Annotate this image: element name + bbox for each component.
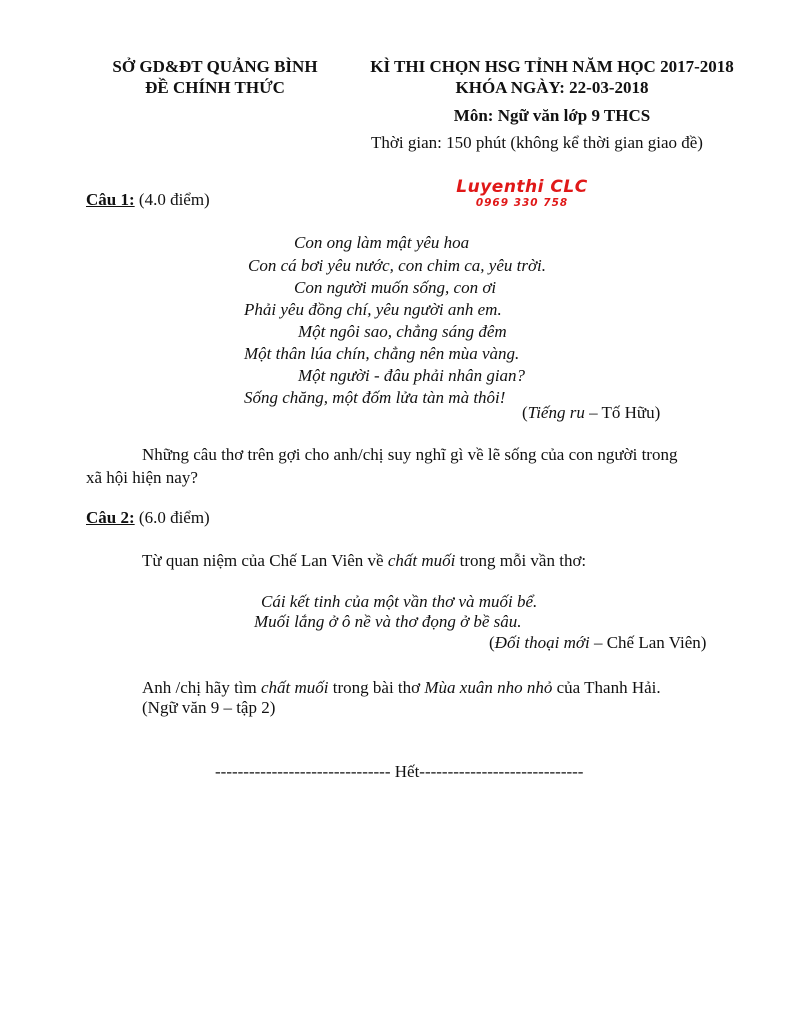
quote-source-work: Đối thoại mới bbox=[494, 633, 590, 652]
question2-task-line2: (Ngữ văn 9 – tập 2) bbox=[142, 698, 276, 717]
exam-subject: Môn: Ngữ văn lớp 9 THCS bbox=[453, 106, 651, 125]
quote-line: Muối lắng ở ô nề và thơ đọng ở bề sâu. bbox=[254, 612, 522, 631]
task-text-c: của Thanh Hải. bbox=[552, 678, 661, 697]
exam-title: KÌ THI CHỌN HSG TỈNH NĂM HỌC 2017-2018 bbox=[370, 57, 734, 76]
official-label: ĐỀ CHÍNH THỨC bbox=[145, 78, 285, 97]
task-emphasis-2: Mùa xuân nho nhỏ bbox=[424, 678, 553, 697]
poem-line: Một người - đâu phải nhân gian? bbox=[298, 366, 526, 385]
poem-line: Con người muốn sống, con ơi bbox=[294, 278, 497, 297]
poem-line: Con cá bơi yêu nước, con chim ca, yêu trời. bbox=[248, 256, 547, 275]
quote-line: Cái kết tinh của một vần thơ và muối bể. bbox=[261, 592, 538, 611]
task-text-b: trong bài thơ bbox=[328, 678, 425, 697]
poem-line: Một ngôi sao, chẳng sáng đêm bbox=[298, 322, 507, 341]
intro-text-b: trong mỗi vần thơ: bbox=[455, 551, 587, 570]
quote-source-author: – Chế Lan Viên) bbox=[589, 633, 707, 652]
task-emphasis-1: chất muối bbox=[260, 678, 329, 697]
exam-date: KHÓA NGÀY: 22-03-2018 bbox=[455, 78, 649, 97]
quote-source: (Đối thoại mới – Chế Lan Viên) bbox=[489, 633, 707, 652]
poem-source-author: – Tố Hữu) bbox=[584, 403, 661, 422]
end-marker: ------------------------------- Hết----------------------------- bbox=[215, 762, 584, 781]
question1-points: (4.0 điểm) bbox=[134, 190, 210, 209]
question2-label: Câu 2: bbox=[86, 508, 135, 527]
poem-line: Con ong làm mật yêu hoa bbox=[294, 233, 470, 252]
watermark-logo bbox=[442, 177, 602, 209]
poem-source-work: Tiếng ru bbox=[527, 403, 585, 422]
poem-line: Phải yêu đồng chí, yêu người anh em. bbox=[244, 300, 502, 319]
poem-line: Một thân lúa chín, chẳng nên mùa vàng. bbox=[244, 344, 520, 363]
watermark-brand: Luyenthi CLC bbox=[456, 177, 588, 197]
question1-label: Câu 1: bbox=[86, 190, 135, 209]
task-text-a: Anh /chị hãy tìm bbox=[142, 678, 261, 697]
intro-emphasis: chất muối bbox=[387, 551, 456, 570]
exam-duration: Thời gian: 150 phút (không kể thời gian giao đề) bbox=[371, 133, 703, 152]
poem-source: (Tiếng ru – Tố Hữu) bbox=[522, 403, 661, 422]
question2-heading bbox=[86, 508, 210, 528]
poem-line: Sống chăng, một đốm lửa tàn mà thôi! bbox=[244, 388, 506, 407]
question1-heading bbox=[86, 190, 210, 210]
question1-prompt-line1: Những câu thơ trên gợi cho anh/chị suy nghĩ gì về lẽ sống của con người trong bbox=[142, 445, 678, 464]
intro-text-a: Từ quan niệm của Chế Lan Viên về bbox=[142, 551, 388, 570]
watermark-phone: 0969 330 758 bbox=[475, 197, 569, 209]
question2-intro bbox=[142, 551, 586, 571]
question2-points: (6.0 điểm) bbox=[134, 508, 210, 527]
question2-task-line1 bbox=[142, 678, 661, 698]
department-name: SỞ GD&ĐT QUẢNG BÌNH bbox=[112, 57, 318, 76]
question1-prompt-line2: xã hội hiện nay? bbox=[86, 468, 198, 487]
